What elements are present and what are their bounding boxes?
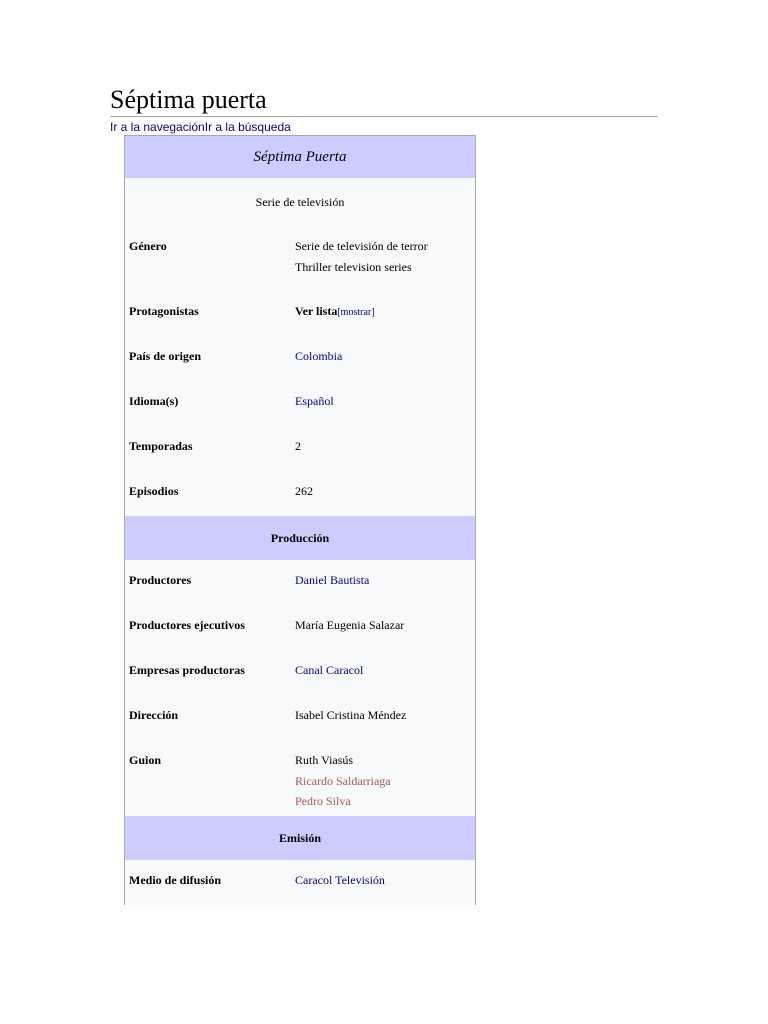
row-pais	[125, 336, 475, 381]
infobox-subtitle: Serie de televisión	[255, 195, 345, 209]
section-header-emision: Emisión	[125, 816, 475, 860]
row-label: País de origen	[129, 349, 201, 363]
row-label: Idioma(s)	[129, 394, 179, 408]
writer-redlink[interactable]: Pedro Silva	[295, 794, 351, 808]
row-label: Empresas productoras	[129, 663, 245, 677]
row-empresas	[125, 650, 475, 695]
row-label: Productores	[129, 573, 192, 587]
show-cast-toggle[interactable]: [mostrar]	[337, 307, 375, 318]
jump-to-search-link[interactable]: Ir a la búsqueda	[204, 120, 291, 134]
row-guion	[125, 740, 475, 816]
row-label: Medio de difusión	[129, 873, 222, 887]
row-value	[295, 346, 475, 381]
section-header-produccion: Producción	[125, 516, 475, 560]
row-genero	[125, 226, 475, 291]
row-label: Dirección	[129, 708, 179, 722]
row-value: 2	[295, 439, 301, 453]
row-protagonistas	[125, 291, 475, 336]
infobox-title: Séptima Puerta	[125, 136, 475, 178]
country-link[interactable]: Colombia	[295, 349, 343, 363]
row-value	[295, 750, 475, 816]
row-label: Género	[129, 239, 167, 253]
row-label: Guion	[129, 753, 162, 767]
row-label: Protagonistas	[129, 304, 199, 318]
infobox	[124, 135, 476, 905]
cast-list-label: Ver lista	[295, 304, 338, 318]
row-label: Temporadas	[129, 439, 193, 453]
row-label: Productores ejecutivos	[129, 618, 245, 632]
row-idioma	[125, 381, 475, 426]
network-link[interactable]: Caracol Televisión	[295, 873, 385, 887]
row-medio-difusion	[125, 860, 475, 905]
row-value	[295, 391, 475, 426]
row-value	[295, 870, 475, 905]
row-value	[295, 570, 475, 605]
row-value: 262	[295, 484, 313, 498]
writer-redlink[interactable]: Ricardo Saldarriaga	[295, 773, 391, 788]
genre-value: Thriller television series	[295, 259, 412, 274]
row-value	[295, 236, 475, 291]
genre-value: Serie de televisión de terror	[295, 239, 428, 253]
title-divider	[110, 116, 658, 117]
row-productores-ejecutivos	[125, 605, 475, 650]
row-label: Episodios	[129, 484, 179, 498]
company-link[interactable]: Canal Caracol	[295, 663, 364, 677]
page-title: Séptima puerta	[110, 85, 267, 114]
row-direccion	[125, 695, 475, 740]
jump-links	[110, 120, 291, 134]
language-link[interactable]: Español	[295, 394, 334, 408]
row-productores	[125, 560, 475, 605]
row-temporadas	[125, 426, 475, 471]
jump-to-navigation-link[interactable]: Ir a la navegación	[110, 120, 205, 134]
row-value: Isabel Cristina Méndez	[295, 708, 407, 722]
row-episodios	[125, 471, 475, 516]
producer-link[interactable]: Daniel Bautista	[295, 573, 370, 587]
row-value: María Eugenia Salazar	[295, 618, 405, 632]
row-value	[295, 301, 475, 336]
writer-value: Ruth Viasús	[295, 753, 354, 767]
row-value	[295, 660, 475, 695]
